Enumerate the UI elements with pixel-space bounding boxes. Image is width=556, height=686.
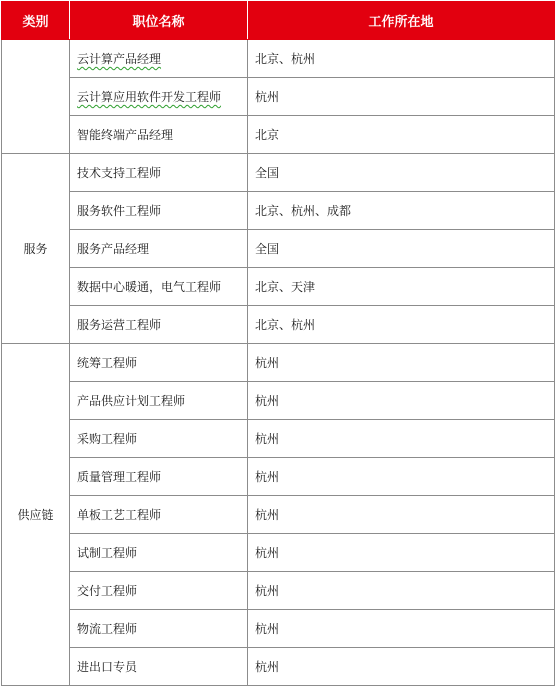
table-row [2, 572, 555, 610]
header-row [2, 2, 555, 40]
table-row [2, 534, 555, 572]
location-cell: 全国 [248, 154, 555, 192]
location-cell: 杭州 [248, 458, 555, 496]
header-position: 职位名称 [70, 2, 248, 40]
position-cell [70, 78, 248, 116]
location-cell: 杭州 [248, 78, 555, 116]
table-row [2, 306, 555, 344]
position-cell: 服务产品经理 [70, 230, 248, 268]
table-row [2, 230, 555, 268]
table-row [2, 116, 555, 154]
position-cell: 服务软件工程师 [70, 192, 248, 230]
table-row [2, 40, 555, 78]
position-cell: 试制工程师 [70, 534, 248, 572]
table-row [2, 192, 555, 230]
category-cell: 供应链 [2, 344, 70, 686]
category-cell [2, 40, 70, 154]
table-row [2, 648, 555, 686]
position-cell: 物流工程师 [70, 610, 248, 648]
location-cell: 北京、杭州、成都 [248, 192, 555, 230]
table-row [2, 344, 555, 382]
location-cell: 杭州 [248, 648, 555, 686]
table-row [2, 154, 555, 192]
category-cell: 服务 [2, 154, 70, 344]
position-cell: 服务运营工程师 [70, 306, 248, 344]
table-row [2, 382, 555, 420]
position-cell: 智能终端产品经理 [70, 116, 248, 154]
position-text: 云计算应用软件开发工程师 [77, 90, 222, 104]
location-cell: 北京 [248, 116, 555, 154]
position-cell: 单板工艺工程师 [70, 496, 248, 534]
table-row [2, 496, 555, 534]
header-location: 工作所在地 [248, 2, 555, 40]
table-row [2, 420, 555, 458]
position-cell: 交付工程师 [70, 572, 248, 610]
position-cell: 采购工程师 [70, 420, 248, 458]
location-cell: 杭州 [248, 344, 555, 382]
position-cell [70, 40, 248, 78]
location-cell: 杭州 [248, 534, 555, 572]
position-cell: 进出口专员 [70, 648, 248, 686]
location-cell: 杭州 [248, 572, 555, 610]
table-row [2, 458, 555, 496]
location-cell: 杭州 [248, 382, 555, 420]
location-cell: 北京、天津 [248, 268, 555, 306]
position-text: 云计算产品经理 [77, 52, 162, 66]
position-cell: 质量管理工程师 [70, 458, 248, 496]
location-cell: 杭州 [248, 420, 555, 458]
position-cell: 产品供应计划工程师 [70, 382, 248, 420]
location-cell: 杭州 [248, 610, 555, 648]
table-row [2, 78, 555, 116]
table-row [2, 610, 555, 648]
position-cell: 技术支持工程师 [70, 154, 248, 192]
header-category: 类别 [2, 2, 70, 40]
position-cell: 统筹工程师 [70, 344, 248, 382]
job-positions-table [1, 1, 555, 686]
table-row [2, 268, 555, 306]
position-cell: 数据中心暖通，电气工程师 [70, 268, 248, 306]
location-cell: 杭州 [248, 496, 555, 534]
location-cell: 北京、杭州 [248, 40, 555, 78]
location-cell: 北京、杭州 [248, 306, 555, 344]
location-cell: 全国 [248, 230, 555, 268]
